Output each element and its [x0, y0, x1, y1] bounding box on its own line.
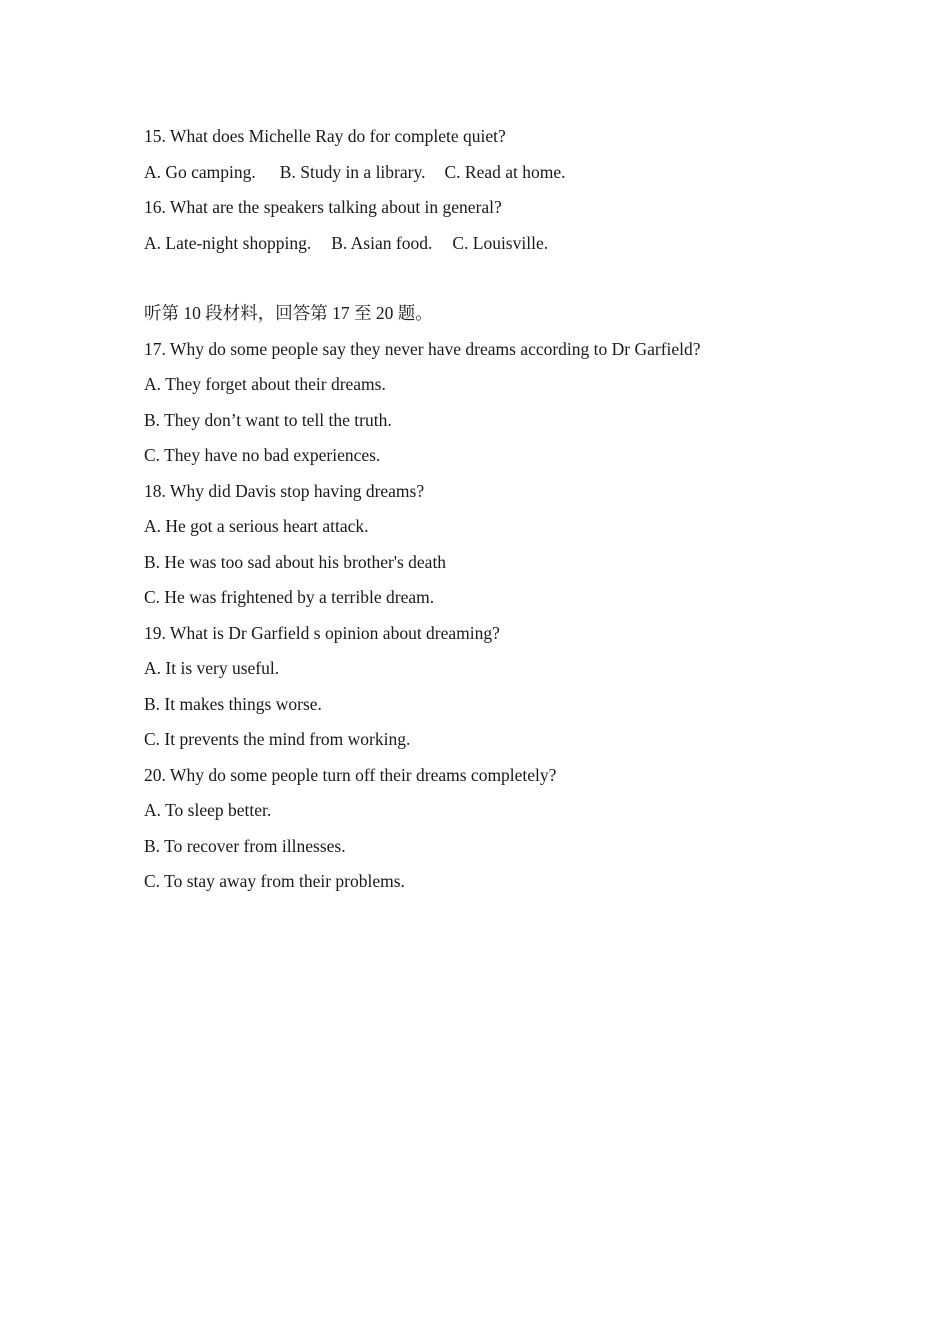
question-16: 16. What are the speakers talking about in general? — [144, 197, 502, 217]
option-18-c: C. He was frightened by a terrible dream. — [144, 587, 435, 607]
option-16-a: A. Late-night shopping. — [144, 232, 312, 253]
option-15-b: B. Study in a library. — [279, 161, 426, 182]
option-15-a: A. Go camping. — [144, 161, 256, 182]
section-heading: 听第 10 段材料，回答第 17 至 20 题。 — [144, 303, 433, 323]
section-spacer — [144, 266, 844, 301]
option-20-b: B. To recover from illnesses. — [144, 835, 346, 856]
exam-page — [144, 124, 844, 905]
question-15: 15. What does Michelle Ray do for complete quiet? — [144, 126, 506, 146]
option-18-b: B. He was too sad about his brother's death — [144, 551, 447, 572]
option-20-a: A. To sleep better. — [144, 800, 272, 820]
option-16-c: C. Louisville. — [452, 232, 549, 253]
question-19: 19. What is Dr Garfield s opinion about dreaming? — [144, 622, 500, 643]
option-18-a: A. He got a serious heart attack. — [144, 516, 369, 536]
option-20-c: C. To stay away from their problems. — [144, 871, 405, 891]
question-18: 18. Why did Davis stop having dreams? — [144, 480, 425, 501]
option-17-c: C. They have no bad experiences. — [144, 445, 381, 465]
option-17-b: B. They don’t want to tell the truth. — [144, 409, 392, 430]
option-19-b: B. It makes things worse. — [144, 693, 322, 714]
question-15-options — [144, 160, 844, 196]
option-16-b: B. Asian food. — [331, 232, 433, 253]
option-19-a: A. It is very useful. — [144, 658, 280, 678]
question-20: 20. Why do some people turn off their dreams completely? — [144, 764, 557, 785]
option-15-c: C. Read at home. — [444, 161, 566, 182]
question-16-options — [144, 231, 844, 267]
option-19-c: C. It prevents the mind from working. — [144, 729, 411, 749]
option-17-a: A. They forget about their dreams. — [144, 374, 386, 394]
question-17: 17. Why do some people say they never have dreams according to Dr Garfield? — [144, 338, 701, 359]
